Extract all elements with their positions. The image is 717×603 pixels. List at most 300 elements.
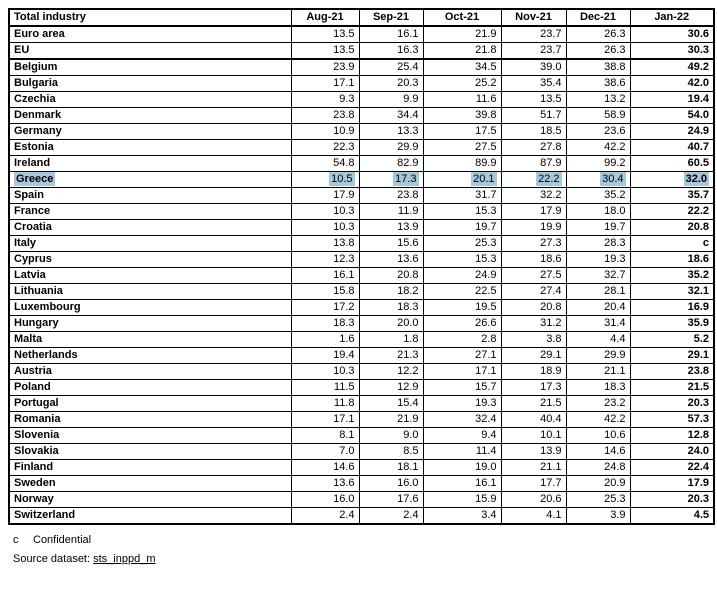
value-text: 25.2	[475, 77, 497, 89]
value-text: 39.8	[475, 109, 497, 121]
value-cell	[423, 188, 501, 204]
value-cell	[566, 380, 630, 396]
value-text: 24.9	[687, 125, 709, 137]
value-text: 18.5	[540, 125, 562, 137]
table-body	[9, 26, 714, 524]
value-cell	[359, 284, 423, 300]
value-text: 21.8	[475, 44, 497, 56]
value-text: 19.0	[475, 461, 497, 473]
table-row	[9, 220, 714, 236]
value-cell	[359, 140, 423, 156]
value-cell	[359, 364, 423, 380]
table-row	[9, 252, 714, 268]
country-cell	[9, 204, 291, 220]
value-cell	[566, 364, 630, 380]
value-cell	[359, 204, 423, 220]
value-text: 15.8	[333, 285, 355, 297]
value-text: 32.1	[687, 285, 709, 297]
value-text: 35.2	[687, 269, 709, 281]
country-cell	[9, 316, 291, 332]
value-text: 10.5	[331, 173, 353, 185]
table-row	[9, 108, 714, 124]
value-cell	[630, 284, 714, 300]
value-cell	[423, 156, 501, 172]
table-row	[9, 492, 714, 508]
value-text: 82.9	[397, 157, 419, 169]
value-cell	[630, 332, 714, 348]
value-text: 18.3	[604, 381, 626, 393]
value-cell	[291, 508, 359, 525]
value-text: 20.3	[687, 493, 709, 505]
value-text: 17.6	[397, 493, 419, 505]
value-text: 29.9	[604, 349, 626, 361]
value-cell	[630, 140, 714, 156]
value-cell	[359, 236, 423, 252]
country-cell	[9, 332, 291, 348]
value-text: 28.1	[604, 285, 626, 297]
value-text: 5.2	[693, 333, 709, 345]
value-cell	[423, 108, 501, 124]
value-text: 20.1	[473, 173, 495, 185]
value-text: 13.6	[333, 477, 355, 489]
country-label: Greece	[16, 173, 54, 185]
value-cell	[359, 508, 423, 525]
value-cell	[291, 380, 359, 396]
value-cell	[501, 108, 566, 124]
value-text: 38.8	[604, 61, 626, 73]
country-cell	[9, 26, 291, 43]
value-text: 24.0	[687, 445, 709, 457]
value-cell	[501, 172, 566, 188]
value-cell	[566, 444, 630, 460]
value-text: 18.2	[397, 285, 419, 297]
value-cell	[359, 252, 423, 268]
value-cell	[291, 252, 359, 268]
value-cell	[423, 380, 501, 396]
value-cell	[359, 59, 423, 76]
value-text: 13.9	[540, 445, 562, 457]
table-row	[9, 332, 714, 348]
value-cell	[291, 396, 359, 412]
value-text: 34.4	[397, 109, 419, 121]
value-text: 27.3	[540, 237, 562, 249]
column-header: Jan-22	[630, 9, 714, 26]
value-cell	[566, 268, 630, 284]
country-label: Ireland	[14, 157, 51, 169]
table-row	[9, 428, 714, 444]
table-row	[9, 476, 714, 492]
value-cell	[423, 76, 501, 92]
country-label: Austria	[14, 365, 52, 377]
value-text: 12.3	[333, 253, 355, 265]
country-label: Luxembourg	[14, 301, 81, 313]
value-cell	[501, 348, 566, 364]
value-cell	[291, 332, 359, 348]
value-text: 29.1	[687, 349, 709, 361]
value-cell	[630, 108, 714, 124]
value-text: 9.3	[339, 93, 355, 105]
country-label: Slovakia	[14, 445, 59, 457]
value-text: 20.4	[604, 301, 626, 313]
value-cell	[566, 428, 630, 444]
value-cell	[291, 316, 359, 332]
value-text: 16.0	[333, 493, 355, 505]
value-text: c	[702, 237, 709, 249]
value-text: 30.6	[687, 28, 709, 40]
value-text: 14.6	[333, 461, 355, 473]
country-cell	[9, 412, 291, 428]
value-cell	[359, 220, 423, 236]
table-row	[9, 204, 714, 220]
value-cell	[566, 124, 630, 140]
table-row	[9, 460, 714, 476]
value-text: 26.6	[475, 317, 497, 329]
value-cell	[501, 236, 566, 252]
value-cell	[501, 43, 566, 60]
value-text: 24.8	[604, 461, 626, 473]
value-cell	[501, 364, 566, 380]
value-cell	[566, 108, 630, 124]
country-cell	[9, 124, 291, 140]
value-cell	[566, 43, 630, 60]
value-cell	[630, 348, 714, 364]
value-text: 21.1	[540, 461, 562, 473]
country-label: Cyprus	[14, 253, 52, 265]
value-cell	[423, 140, 501, 156]
table-row	[9, 508, 714, 525]
table-row	[9, 300, 714, 316]
country-cell	[9, 284, 291, 300]
value-text: 35.2	[604, 189, 626, 201]
column-header: Nov-21	[501, 9, 566, 26]
value-text: 11.9	[397, 205, 419, 217]
value-cell	[359, 172, 423, 188]
value-cell	[566, 396, 630, 412]
value-text: 9.9	[403, 93, 419, 105]
value-cell	[630, 428, 714, 444]
country-cell	[9, 76, 291, 92]
value-cell	[359, 43, 423, 60]
value-text: 9.0	[403, 429, 419, 441]
value-text: 10.3	[333, 221, 355, 233]
value-text: 19.3	[604, 253, 626, 265]
value-text: 15.9	[475, 493, 497, 505]
value-text: 16.0	[397, 477, 419, 489]
value-cell	[291, 300, 359, 316]
country-label: Malta	[14, 333, 43, 345]
value-text: 15.4	[397, 397, 419, 409]
source-dataset-link[interactable]: sts_inppd_m	[93, 553, 156, 565]
value-text: 23.7	[540, 28, 562, 40]
value-text: 20.8	[687, 221, 709, 233]
country-cell	[9, 492, 291, 508]
country-label: France	[14, 205, 51, 217]
country-cell	[9, 428, 291, 444]
column-header: Dec-21	[566, 9, 630, 26]
value-text: 3.9	[610, 509, 626, 521]
value-text: 15.7	[475, 381, 497, 393]
value-cell	[630, 124, 714, 140]
table-row	[9, 396, 714, 412]
table-row	[9, 316, 714, 332]
value-text: 24.9	[475, 269, 497, 281]
value-text: 13.2	[604, 93, 626, 105]
value-cell	[359, 380, 423, 396]
value-cell	[566, 300, 630, 316]
value-text: 16.9	[687, 301, 709, 313]
value-text: 87.9	[540, 157, 562, 169]
value-cell	[501, 332, 566, 348]
value-text: 21.9	[475, 28, 497, 40]
value-text: 30.3	[687, 44, 709, 56]
footnote-text: Confidential	[33, 534, 92, 546]
value-cell	[291, 108, 359, 124]
value-cell	[501, 188, 566, 204]
value-text: 17.9	[333, 189, 355, 201]
value-cell	[630, 460, 714, 476]
value-text: 22.4	[687, 461, 709, 473]
country-cell	[9, 43, 291, 60]
value-text: 1.6	[339, 333, 355, 345]
value-cell	[630, 172, 714, 188]
value-text: 49.2	[687, 61, 709, 73]
value-cell	[359, 76, 423, 92]
value-text: 34.5	[475, 61, 497, 73]
value-cell	[566, 59, 630, 76]
value-text: 12.8	[687, 429, 709, 441]
country-label: Euro area	[14, 28, 65, 40]
value-text: 15.6	[397, 237, 419, 249]
country-cell	[9, 172, 291, 188]
value-cell	[566, 172, 630, 188]
value-text: 11.4	[475, 445, 497, 457]
value-text: 22.2	[538, 173, 560, 185]
value-cell	[566, 508, 630, 525]
value-cell	[566, 156, 630, 172]
value-text: 27.8	[540, 141, 562, 153]
value-cell	[501, 444, 566, 460]
value-text: 19.7	[604, 221, 626, 233]
value-text: 22.3	[333, 141, 355, 153]
value-text: 32.7	[604, 269, 626, 281]
value-text: 11.5	[333, 381, 355, 393]
value-text: 21.5	[540, 397, 562, 409]
value-cell	[423, 26, 501, 43]
value-cell	[501, 476, 566, 492]
value-text: 32.4	[475, 413, 497, 425]
value-text: 17.3	[540, 381, 562, 393]
value-cell	[423, 428, 501, 444]
country-cell	[9, 156, 291, 172]
value-text: 20.3	[687, 397, 709, 409]
value-cell	[359, 332, 423, 348]
country-label: Switzerland	[14, 509, 76, 521]
table-row	[9, 364, 714, 380]
value-cell	[423, 332, 501, 348]
value-cell	[501, 26, 566, 43]
value-text: 13.5	[333, 28, 355, 40]
value-text: 4.1	[546, 509, 562, 521]
table-row	[9, 380, 714, 396]
value-cell	[359, 92, 423, 108]
value-cell	[291, 76, 359, 92]
total-industry-table	[8, 8, 715, 525]
country-label: Belgium	[14, 61, 58, 73]
value-cell	[566, 140, 630, 156]
value-text: 18.0	[604, 205, 626, 217]
value-cell	[359, 300, 423, 316]
value-cell	[291, 428, 359, 444]
value-cell	[566, 332, 630, 348]
value-text: 19.4	[687, 93, 709, 105]
value-text: 35.7	[687, 189, 709, 201]
value-cell	[291, 460, 359, 476]
value-cell	[291, 140, 359, 156]
country-label: Slovenia	[14, 429, 60, 441]
value-cell	[630, 59, 714, 76]
country-cell	[9, 59, 291, 76]
value-cell	[501, 492, 566, 508]
value-cell	[501, 220, 566, 236]
value-text: 18.6	[687, 253, 709, 265]
value-text: 20.0	[397, 317, 419, 329]
country-cell	[9, 92, 291, 108]
table-row	[9, 76, 714, 92]
country-label: Bulgaria	[14, 77, 59, 89]
value-text: 4.4	[610, 333, 626, 345]
value-cell	[359, 476, 423, 492]
value-text: 11.6	[475, 93, 497, 105]
value-text: 60.5	[687, 157, 709, 169]
value-cell	[566, 348, 630, 364]
table-row	[9, 444, 714, 460]
value-text: 31.2	[540, 317, 562, 329]
value-cell	[423, 412, 501, 428]
table-row	[9, 284, 714, 300]
value-text: 89.9	[475, 157, 497, 169]
country-label: Denmark	[14, 109, 62, 121]
value-text: 2.4	[403, 509, 419, 521]
value-cell	[630, 492, 714, 508]
table-row	[9, 236, 714, 252]
value-text: 23.2	[604, 397, 626, 409]
value-cell	[423, 92, 501, 108]
country-cell	[9, 108, 291, 124]
value-text: 28.3	[604, 237, 626, 249]
value-cell	[501, 412, 566, 428]
value-text: 12.9	[397, 381, 419, 393]
value-cell	[501, 204, 566, 220]
country-label: Sweden	[14, 477, 56, 489]
value-text: 42.0	[687, 77, 709, 89]
value-text: 10.6	[604, 429, 626, 441]
value-cell	[291, 268, 359, 284]
value-cell	[423, 492, 501, 508]
source-line	[13, 553, 717, 565]
value-cell	[291, 172, 359, 188]
value-text: 23.8	[687, 365, 709, 377]
country-cell	[9, 396, 291, 412]
country-cell	[9, 220, 291, 236]
value-cell	[359, 316, 423, 332]
value-text: 15.3	[475, 253, 497, 265]
country-label: Portugal	[14, 397, 59, 409]
value-cell	[359, 348, 423, 364]
value-text: 27.5	[475, 141, 497, 153]
value-text: 23.6	[604, 125, 626, 137]
value-cell	[630, 380, 714, 396]
value-text: 2.4	[339, 509, 355, 521]
value-cell	[630, 268, 714, 284]
table-row	[9, 124, 714, 140]
value-text: 38.6	[604, 77, 626, 89]
value-text: 51.7	[540, 109, 562, 121]
value-text: 21.3	[397, 349, 419, 361]
value-text: 19.9	[540, 221, 562, 233]
country-cell	[9, 348, 291, 364]
value-cell	[630, 364, 714, 380]
table-row	[9, 268, 714, 284]
value-text: 21.1	[604, 365, 626, 377]
value-cell	[291, 204, 359, 220]
value-text: 23.8	[333, 109, 355, 121]
value-cell	[501, 268, 566, 284]
value-cell	[501, 156, 566, 172]
value-text: 13.3	[397, 125, 419, 137]
value-text: 22.5	[475, 285, 497, 297]
value-text: 32.2	[540, 189, 562, 201]
value-text: 11.8	[333, 397, 355, 409]
value-cell	[630, 76, 714, 92]
value-text: 7.0	[339, 445, 355, 457]
value-cell	[630, 43, 714, 60]
value-text: 13.9	[397, 221, 419, 233]
value-text: 16.1	[397, 28, 419, 40]
value-text: 29.1	[540, 349, 562, 361]
value-text: 13.8	[333, 237, 355, 249]
value-cell	[291, 124, 359, 140]
value-cell	[501, 380, 566, 396]
value-cell	[291, 476, 359, 492]
table-row	[9, 26, 714, 43]
footnote	[13, 534, 717, 546]
value-cell	[501, 300, 566, 316]
value-cell	[359, 492, 423, 508]
value-text: 16.1	[475, 477, 497, 489]
value-text: 17.9	[687, 477, 709, 489]
value-text: 21.9	[397, 413, 419, 425]
value-cell	[566, 316, 630, 332]
value-text: 13.6	[397, 253, 419, 265]
value-text: 26.3	[604, 28, 626, 40]
value-text: 10.9	[333, 125, 355, 137]
value-cell	[291, 220, 359, 236]
value-text: 54.0	[687, 109, 709, 121]
value-cell	[291, 236, 359, 252]
value-text: 40.7	[687, 141, 709, 153]
value-cell	[291, 492, 359, 508]
value-cell	[630, 188, 714, 204]
country-label: Romania	[14, 413, 61, 425]
country-label: Czechia	[14, 93, 56, 105]
value-cell	[501, 59, 566, 76]
value-text: 27.1	[475, 349, 497, 361]
value-text: 8.1	[339, 429, 355, 441]
value-cell	[359, 412, 423, 428]
value-text: 17.7	[540, 477, 562, 489]
country-label: EU	[14, 44, 30, 56]
value-cell	[501, 508, 566, 525]
